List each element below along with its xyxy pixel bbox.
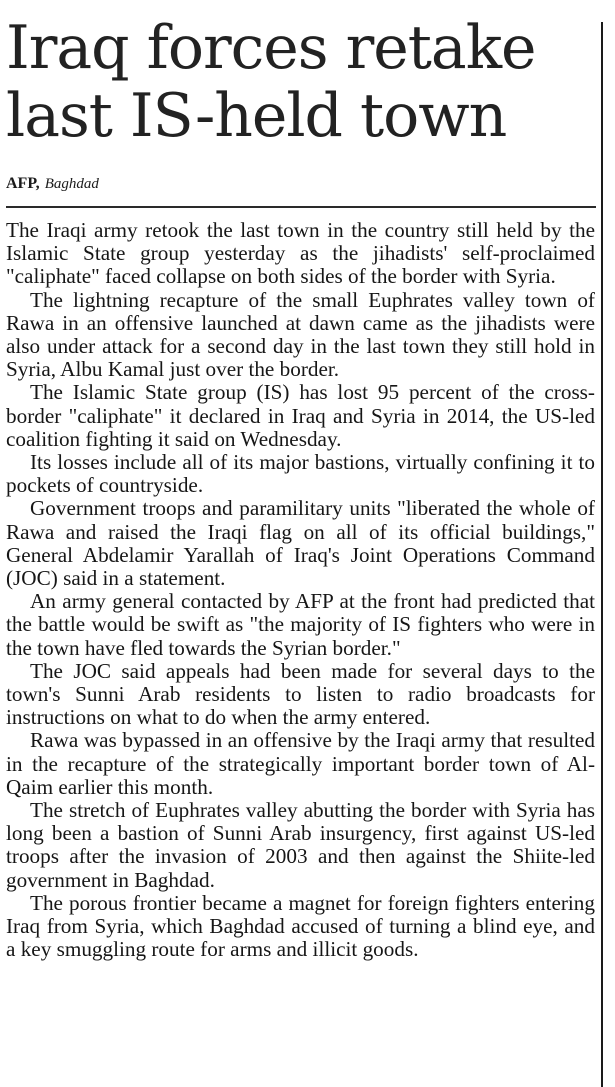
article-paragraph: The stretch of Euphrates valley abutting the border with Syria has long been a bastion of Sunni Arab insurgency, first against US-led troops after the invasion of 2003 and then against the Shiite-led government in Baghdad. [6, 798, 595, 892]
article-paragraph: The Iraqi army retook the last town in the country still held by the Islamic State group yesterday as the jihadists' self-proclaimed "caliphate" faced collapse on both sides of the border with Syria. [6, 218, 595, 289]
column-rule [601, 22, 603, 1087]
article-paragraph: The JOC said appeals had been made for several days to the town's Sunni Arab residents to listen to radio broadcasts for instructions on what to do when the army entered. [6, 658, 595, 730]
article-paragraph: The porous frontier became a magnet for foreign fighters entering Iraq from Syria, which Baghdad accused of turning a blind eye, and a key smuggling route for arms and illicit goods. [6, 890, 595, 962]
article-paragraph: Rawa was bypassed in an offensive by the Iraqi army that resulted in the recapture of the strategically important border town of Al-Qaim earlier this month. [6, 728, 595, 799]
article-paragraph: The lightning recapture of the small Euphrates valley town of Rawa in an offensive launched at dawn came as the jihadists were also under attack for a second day in the last town they still hold in Syria, Albu Kamal just over the border. [6, 287, 595, 382]
headline-line-2: last IS-held town [6, 81, 507, 151]
byline-dateline: Baghdad [44, 176, 99, 192]
header-divider [6, 206, 596, 208]
byline-agency: AFP [6, 175, 36, 192]
headline-line-1: Iraq forces retake [6, 13, 536, 83]
article-paragraph: Government troops and paramilitary units "liberated the whole of Rawa and raised the Iraqi flag on all of its official buildings," General Abdelamir Yarallah of Iraq's Joint Operations Command (JOC) said in a statement. [6, 496, 595, 591]
article-paragraph: An army general contacted by AFP at the front had predicted that the battle would be swift as "the majority of IS fighters who were in the town have fled towards the Syrian border." [6, 589, 595, 660]
byline [6, 173, 99, 194]
headline [6, 14, 598, 150]
byline-separator: , [35, 175, 40, 192]
article-paragraph: The Islamic State group (IS) has lost 95 percent of the cross-border "caliphate" it declared in Iraq and Syria in 2014, the US-led coalition fighting it said on Wednesday. [6, 380, 595, 451]
article-body [6, 219, 595, 962]
article-paragraph: Its losses include all of its major bastions, virtually confining it to pockets of countryside. [6, 450, 595, 498]
